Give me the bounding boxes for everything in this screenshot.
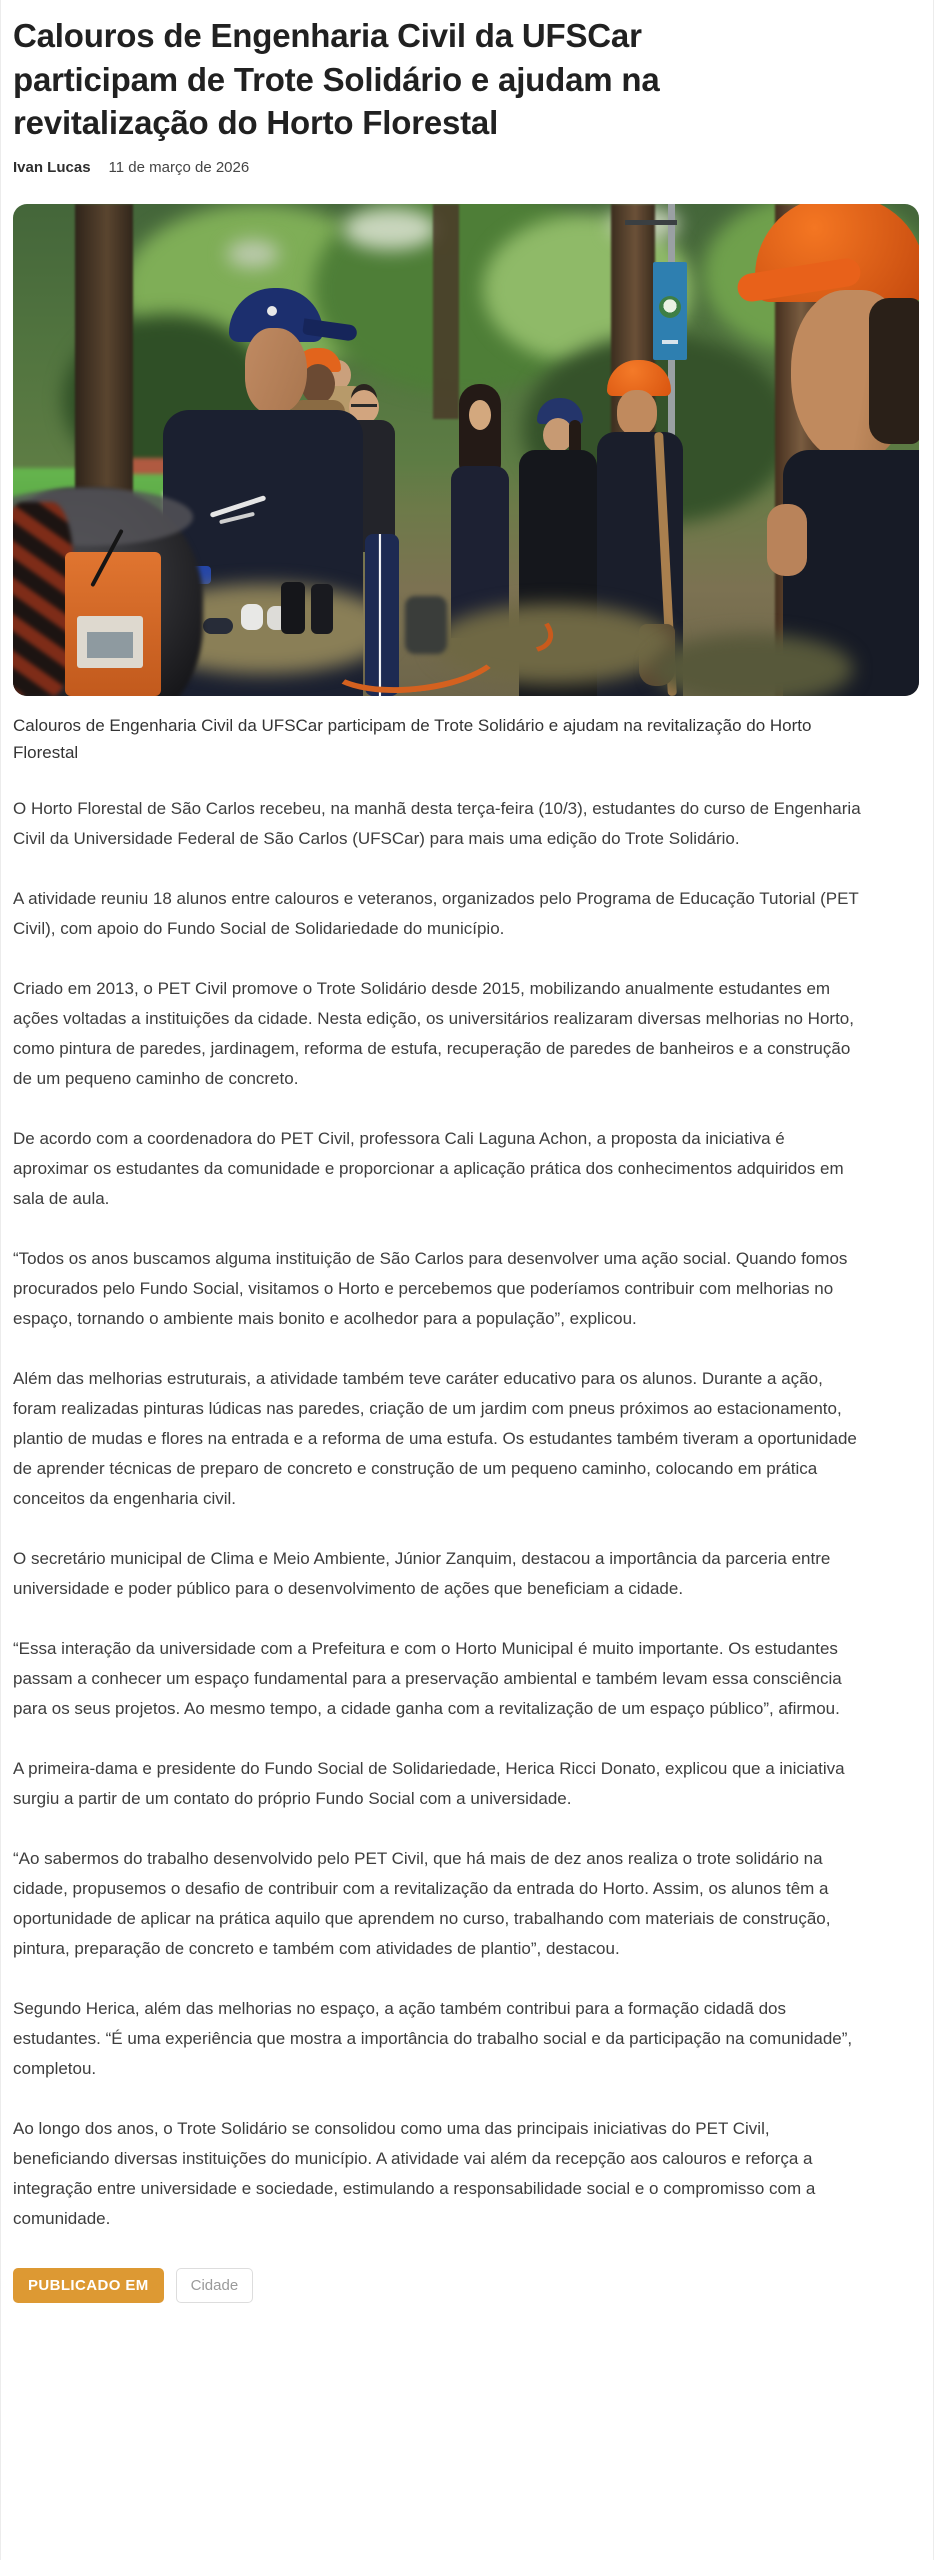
photo-shoe <box>203 618 233 634</box>
photo-device-screen <box>87 632 133 658</box>
photo-person-head <box>469 400 491 430</box>
published-in-badge: PUBLICADO EM <box>13 2268 164 2303</box>
article-paragraph: “Ao sabermos do trabalho desenvolvido pelo PET Civil, que há mais de dez anos realiza o trote solidário na cidade, propusemos o desafio de contribuir com a revitalização da entrada do Horto. Assim, os alunos têm a oportunidade de aplicar na prática aquilo que aprendem no curso, trabalhando com materiais de construção, pintura, preparação de concreto e também com atividades de plantio”, destacou. <box>13 1849 831 1959</box>
article-paragraph: O Horto Florestal de São Carlos recebeu, na manhã desta terça-feira (10/3), estudantes do curso de Engenharia Civil da Universidade Federal de São Carlos (UFSCar) para mais uma edição do Trote Solidário. <box>13 799 861 849</box>
photo-sky-gap <box>227 240 279 268</box>
article-paragraph: Ao longo dos anos, o Trote Solidário se consolidou como uma das principais iniciativas do PET Civil, beneficiando diversas instituições do município. A atividade vai além da recepção aos calouros e reforça a integração entre universidade e sociedade, estimulando a responsabilidade social e o compromisso com a comunidade. <box>13 2119 816 2229</box>
article-body <box>13 794 919 2234</box>
article-paragraph: “Todos os anos buscamos alguma instituição de São Carlos para desenvolver uma ação social. Quando fomos procurados pelo Fundo Social, visitamos o Horto e percebemos que poderíamos contribuir com melhorias no espaço, tornando o ambiente mais bonito e acolhedor para a população”, explicou. <box>13 1249 848 1329</box>
photo-sign-bracket <box>625 220 677 225</box>
photo-sign-text <box>662 340 678 344</box>
photo-person-head <box>617 390 657 436</box>
photo-person-hair <box>459 384 501 478</box>
article-paragraph: De acordo com a coordenadora do PET Civil, professora Cali Laguna Achon, a proposta da iniciativa é aproximar os estudantes da comunidade e proporcionar a aplicação prática dos conhecimentos adquiridos em sala de aula. <box>13 1129 844 1209</box>
photo-red-debris <box>13 502 73 696</box>
article-paragraph: O secretário municipal de Clima e Meio Ambiente, Júnior Zanquim, destacou a importância da parceria entre universidade e poder público para o desenvolvimento de ações que beneficiam a cidade. <box>13 1549 831 1599</box>
photo-tree-trunk <box>433 204 459 419</box>
article-paragraph: Além das melhorias estruturais, a atividade também teve caráter educativo para os alunos. Durante a ação, foram realizadas pinturas lúdicas nas paredes, criação de um jardim com pneus próximos ao estacionamento, plantio de mudas e flores na entrada e a reforma de uma estufa. Os estudantes também tiveram a oportunidade de aprender técnicas de preparo de concreto e construção de um pequeno caminho, colocando em prática conceitos da engenharia civil. <box>13 1369 857 1509</box>
photo-person-glasses <box>351 404 377 407</box>
author-name[interactable]: Ivan Lucas <box>13 158 91 176</box>
article-paragraph: Criado em 2013, o PET Civil promove o Trote Solidário desde 2015, mobilizando anualmente estudantes em ações voltadas a instituições da cidade. Nesta edição, os universitários realizaram diversas melhorias no Horto, como pintura de paredes, jardinagem, reforma de estufa, recuperação de paredes de banheiros e a construção de um pequeno caminho de concreto. <box>13 979 854 1089</box>
photo-person-hand <box>767 504 807 576</box>
photo-caption: Calouros de Engenharia Civil da UFSCar participam de Trote Solidário e ajudam na revitalização do Horto Florestal <box>13 715 812 762</box>
publish-date: 11 de março de 2026 <box>108 158 250 176</box>
article-footer <box>13 2268 919 2303</box>
photo-pant-leg <box>281 582 305 634</box>
photo-cap-logo <box>267 306 277 316</box>
category-tag-cidade[interactable]: Cidade <box>176 2268 254 2303</box>
photo-tree-trunk <box>75 204 133 534</box>
article-photo <box>13 204 919 696</box>
article-paragraph: “Essa interação da universidade com a Prefeitura e com o Horto Municipal é muito importante. Os estudantes passam a conhecer um espaço fundamental para a preservação ambiental e também levam essa consciência para os seus projetos. Ao mesmo tempo, a cidade ganha com a revitalização de um espaço público”, afirmou. <box>13 1639 842 1719</box>
article-paragraph: Segundo Herica, além das melhorias no espaço, a ação também contribui para a formação cidadã dos estudantes. “É uma experiência que mostra a importância do trabalho social e da participação na comunidade”, completou. <box>13 1999 853 2079</box>
article-paragraph: A primeira-dama e presidente do Fundo Social de Solidariedade, Herica Ricci Donato, explicou que a iniciativa surgiu a partir de um contato do próprio Fundo Social com a universidade. <box>13 1759 845 1809</box>
photo-pant-leg <box>311 584 333 634</box>
photo-person-hair <box>869 298 919 444</box>
photo-shoe <box>241 604 263 630</box>
photo-sky-gap <box>343 208 438 250</box>
article-paragraph: A atividade reuniu 18 alunos entre calouros e veteranos, organizados pelo Programa de Educação Tutorial (PET Civil), com apoio do Fundo Social de Solidariedade do município. <box>13 889 859 939</box>
page-title: Calouros de Engenharia Civil da UFSCar participam de Trote Solidário e ajudam na revitalização do Horto Florestal <box>13 17 660 142</box>
article-meta <box>13 159 919 176</box>
photo-sign-emblem <box>659 296 681 318</box>
photo-person-head <box>245 328 307 414</box>
